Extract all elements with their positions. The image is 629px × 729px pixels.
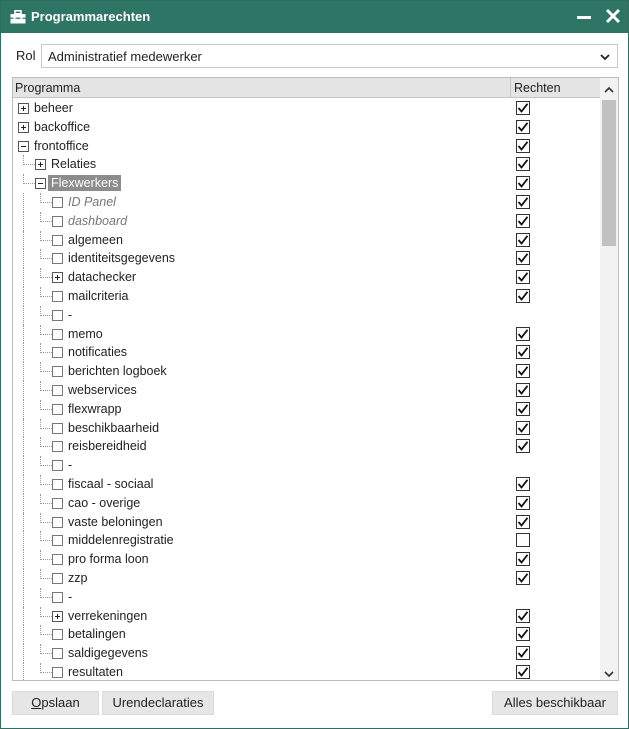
tree-connector (40, 249, 41, 259)
rechten-checkbox[interactable] (516, 496, 530, 510)
tree-row[interactable] (13, 644, 600, 663)
rol-dropdown[interactable] (41, 44, 618, 68)
tree-connector (23, 588, 24, 607)
leaf-node-icon (52, 479, 63, 490)
leaf-node-icon (52, 253, 63, 264)
tree-item-label[interactable]: notificaties (68, 345, 128, 360)
tree-connector (40, 616, 52, 617)
tree-connector (23, 343, 24, 362)
tree-connector (40, 352, 52, 353)
tree-connector (23, 268, 24, 287)
tree-item-label[interactable]: pro forma loon (68, 552, 149, 567)
tree-item-label[interactable]: mailcriteria (68, 289, 129, 303)
tree-row[interactable] (13, 456, 600, 475)
tree-connector (23, 362, 24, 381)
tree-connector (23, 193, 24, 212)
rights-tree-grid (12, 77, 619, 681)
tree-item-label[interactable]: fiscaal - sociaal (68, 477, 154, 491)
tree-row[interactable] (13, 268, 600, 287)
tree-connector (40, 343, 41, 353)
leaf-node-icon (52, 498, 63, 509)
leaf-node-icon (52, 366, 63, 377)
tree-connector (40, 513, 41, 523)
tree-item-label[interactable]: backoffice (34, 119, 91, 134)
tree-connector (23, 381, 24, 400)
rechten-checkbox[interactable] (516, 251, 530, 265)
tree-connector (40, 588, 41, 598)
tree-connector (23, 174, 24, 184)
tree-connector (23, 456, 24, 475)
tree-item-label[interactable]: reisbereidheid (68, 439, 147, 454)
tree-connector (40, 334, 52, 335)
rol-label: Rol (16, 48, 36, 63)
tree-connector (40, 212, 41, 222)
leaf-node-icon (52, 329, 63, 340)
tree-item-label[interactable]: beheer (34, 101, 73, 115)
tree-row[interactable] (13, 475, 600, 494)
tree-connector (40, 503, 52, 504)
tree-item-label[interactable]: betalingen (68, 627, 126, 642)
tree-row[interactable] (13, 381, 600, 400)
tree-row[interactable] (13, 155, 600, 174)
tree-connector (40, 456, 41, 466)
tree-connector (23, 437, 24, 456)
tree-connector (40, 672, 52, 673)
leaf-node-icon (52, 423, 63, 434)
tree-row[interactable] (13, 118, 600, 137)
tree-connector (23, 513, 24, 532)
rol-selected-value: Administratief medewerker (48, 49, 202, 64)
rechten-checkbox[interactable] (516, 402, 530, 416)
tree-connector (40, 644, 41, 654)
rechten-checkbox[interactable] (516, 233, 530, 247)
toolbox-icon (10, 10, 26, 24)
leaf-node-icon (52, 197, 63, 208)
rechten-checkbox[interactable] (516, 665, 530, 679)
rechten-checkbox[interactable] (516, 120, 530, 134)
tree-item-label[interactable]: cao - overige (68, 495, 141, 510)
tree-connector (40, 390, 52, 391)
tree-connector (23, 644, 24, 663)
tree-connector (40, 221, 52, 222)
tree-row[interactable] (13, 343, 600, 362)
rechten-checkbox[interactable] (516, 139, 530, 153)
scrollbar-thumb[interactable] (602, 100, 616, 246)
tree-connector (40, 400, 41, 410)
leaf-node-icon (52, 554, 63, 565)
title-bar (1, 1, 628, 33)
tree-connector (23, 231, 24, 250)
tree-row[interactable] (13, 249, 600, 268)
tree-row[interactable] (13, 513, 600, 532)
tree-connector (23, 212, 24, 231)
scroll-down-icon[interactable] (603, 667, 615, 675)
tree-item-label[interactable]: - (68, 589, 73, 604)
tree-item-label[interactable]: verrekeningen (68, 608, 148, 623)
collapse-icon[interactable] (35, 178, 46, 189)
tree-connector (23, 550, 24, 569)
tree-connector (40, 559, 52, 560)
tree-item-label[interactable]: - (68, 307, 73, 322)
tree-connector (40, 202, 52, 203)
tree-connector (40, 531, 41, 541)
tree-connector (40, 663, 41, 673)
tree-connector (23, 249, 24, 268)
chevron-down-icon (599, 51, 611, 63)
tree-connector (40, 428, 52, 429)
rechten-checkbox[interactable] (516, 327, 530, 341)
rechten-checkbox[interactable] (516, 157, 530, 171)
tree-connector (40, 465, 52, 466)
leaf-node-icon (52, 385, 63, 396)
tree-connector (40, 268, 41, 278)
tree-row[interactable] (13, 494, 600, 513)
expand-icon[interactable] (52, 611, 63, 622)
tree-connector (40, 522, 52, 523)
tree-connector (40, 634, 52, 635)
tree-connector (40, 625, 41, 635)
leaf-node-icon (52, 517, 63, 528)
tree-connector (40, 475, 41, 485)
column-header-programma[interactable]: Programma (15, 81, 81, 95)
tree-row[interactable] (13, 550, 600, 569)
tree-connector (23, 625, 24, 644)
tree-item-label[interactable]: frontoffice (34, 138, 89, 153)
tree-row[interactable] (13, 212, 600, 231)
tree-item-label[interactable]: zzp (68, 571, 88, 585)
close-button[interactable] (604, 6, 622, 26)
tree-item-label[interactable]: saldigegevens (68, 646, 148, 661)
tree-connector (23, 306, 24, 325)
leaf-node-icon (52, 592, 63, 603)
tree-connector (23, 475, 24, 494)
tree-connector (40, 231, 41, 241)
tree-item-label[interactable]: - (68, 458, 73, 473)
leaf-node-icon (52, 441, 63, 452)
tree-connector (40, 419, 41, 429)
rechten-checkbox[interactable] (516, 345, 530, 359)
rechten-checkbox[interactable] (516, 439, 530, 453)
alles-beschikbaar-button[interactable]: Alles beschikbaar (492, 691, 618, 715)
rechten-checkbox[interactable] (516, 270, 530, 284)
rechten-checkbox[interactable] (516, 552, 530, 566)
tree-connector (40, 193, 41, 203)
leaf-node-icon (52, 310, 63, 321)
rechten-checkbox[interactable] (516, 101, 530, 115)
rechten-checkbox[interactable] (516, 533, 530, 547)
tree-connector (23, 419, 24, 438)
urendeclaraties-button[interactable]: Urendeclaraties (102, 691, 214, 715)
tree-item-label[interactable]: identiteitsgegevens (68, 251, 176, 266)
leaf-node-icon (52, 235, 63, 246)
tree-item-label[interactable]: middelenregistratie (68, 533, 174, 548)
tree-row[interactable] (13, 437, 600, 456)
tree-connector (40, 315, 52, 316)
rechten-checkbox[interactable] (516, 195, 530, 209)
expand-icon[interactable] (18, 122, 29, 133)
tree-row[interactable] (13, 287, 600, 306)
leaf-node-icon (52, 629, 63, 640)
tree-connector (23, 663, 24, 681)
tree-row[interactable] (13, 588, 600, 607)
tree-connector (40, 550, 41, 560)
tree-row[interactable] (13, 400, 600, 419)
tree-connector (23, 531, 24, 550)
leaf-node-icon (52, 216, 63, 227)
tree-connector (40, 371, 52, 372)
tree-row[interactable] (13, 193, 600, 212)
save-button-mnemonic: O (31, 695, 42, 710)
tree-connector (40, 569, 41, 579)
tree-item-label[interactable]: algemeen (68, 232, 123, 247)
leaf-node-icon (52, 535, 63, 546)
tree-row[interactable] (13, 663, 600, 681)
tree-connector (23, 164, 35, 165)
tree-row[interactable] (13, 325, 600, 344)
tree-row[interactable] (13, 231, 600, 250)
tree-row[interactable] (13, 174, 600, 193)
tree-connector (40, 362, 41, 372)
rechten-checkbox[interactable] (516, 214, 530, 228)
scroll-up-icon[interactable] (603, 83, 615, 91)
tree-item-label[interactable]: dashboard (68, 213, 128, 228)
tree-row[interactable] (13, 531, 600, 550)
collapse-icon[interactable] (18, 141, 29, 152)
rechten-checkbox[interactable] (516, 571, 530, 585)
rechten-checkbox[interactable] (516, 289, 530, 303)
tree-connector (40, 494, 41, 504)
tree-connector (40, 325, 41, 335)
tree-connector (40, 607, 41, 617)
tree-item-label[interactable]: datachecker (68, 270, 137, 285)
rechten-checkbox[interactable] (516, 627, 530, 641)
save-button[interactable] (12, 691, 99, 715)
leaf-node-icon (52, 648, 63, 659)
expand-icon[interactable] (35, 159, 46, 170)
tree-connector (23, 155, 24, 165)
tree-connector (23, 607, 24, 626)
rechten-checkbox[interactable] (516, 176, 530, 190)
tree-row[interactable] (13, 419, 600, 438)
window-title: Programmarechten (31, 9, 151, 24)
vertical-scrollbar[interactable] (600, 78, 618, 680)
rechten-checkbox[interactable] (516, 421, 530, 435)
tree-connector (23, 569, 24, 588)
tree-connector (40, 597, 52, 598)
tree-connector (40, 653, 52, 654)
minimize-button[interactable] (575, 9, 593, 25)
close-icon (604, 6, 622, 26)
column-divider[interactable] (510, 78, 511, 98)
leaf-node-icon (52, 460, 63, 471)
rechten-checkbox[interactable] (516, 609, 530, 623)
grid-header (13, 78, 600, 98)
tree-connector (23, 183, 35, 184)
leaf-node-icon (52, 291, 63, 302)
expand-icon[interactable] (18, 103, 29, 114)
tree-connector (40, 446, 52, 447)
tree-connector (40, 287, 41, 297)
tree-connector (23, 287, 24, 306)
leaf-node-icon (52, 573, 63, 584)
tree-item-label[interactable]: berichten logboek (68, 364, 167, 379)
tree-item-label[interactable]: Flexwerkers (48, 175, 121, 191)
tree-item-label[interactable]: ID Panel (68, 195, 116, 209)
tree-item-label[interactable]: flexwrapp (68, 401, 122, 416)
leaf-node-icon (52, 347, 63, 358)
tree-connector (40, 578, 52, 579)
tree-item-label[interactable]: memo (68, 326, 103, 341)
tree-connector (40, 277, 52, 278)
tree-row[interactable] (13, 607, 600, 626)
tree-item-label[interactable]: webservices (68, 383, 137, 397)
tree-row[interactable] (13, 99, 600, 118)
tree-connector (40, 306, 41, 316)
tree-connector (40, 437, 41, 447)
tree-connector (40, 240, 52, 241)
tree-item-label[interactable]: Relaties (51, 157, 97, 172)
tree-row[interactable] (13, 306, 600, 325)
rechten-checkbox[interactable] (516, 515, 530, 529)
rechten-checkbox[interactable] (516, 383, 530, 397)
tree-connector (40, 258, 52, 259)
tree-connector (23, 400, 24, 419)
leaf-node-icon (52, 667, 63, 678)
rechten-checkbox[interactable] (516, 646, 530, 660)
rechten-checkbox[interactable] (516, 477, 530, 491)
column-header-rechten[interactable]: Rechten (514, 81, 561, 95)
tree-connector (40, 409, 52, 410)
tree-item-label[interactable]: resultaten (68, 665, 123, 679)
tree-connector (40, 381, 41, 391)
tree-connector (40, 296, 52, 297)
tree-connector (23, 494, 24, 513)
expand-icon[interactable] (52, 272, 63, 283)
tree-connector (40, 540, 52, 541)
tree-connector (40, 484, 52, 485)
tree-row[interactable] (13, 625, 600, 644)
tree-row[interactable] (13, 569, 600, 588)
tree-row[interactable] (13, 362, 600, 381)
save-button-label: pslaan (41, 695, 80, 710)
tree-item-label[interactable]: vaste beloningen (68, 514, 163, 529)
leaf-node-icon (52, 404, 63, 415)
rechten-checkbox[interactable] (516, 364, 530, 378)
tree-connector (23, 325, 24, 344)
tree-item-label[interactable]: beschikbaarheid (68, 420, 160, 435)
tree-row[interactable] (13, 137, 600, 156)
